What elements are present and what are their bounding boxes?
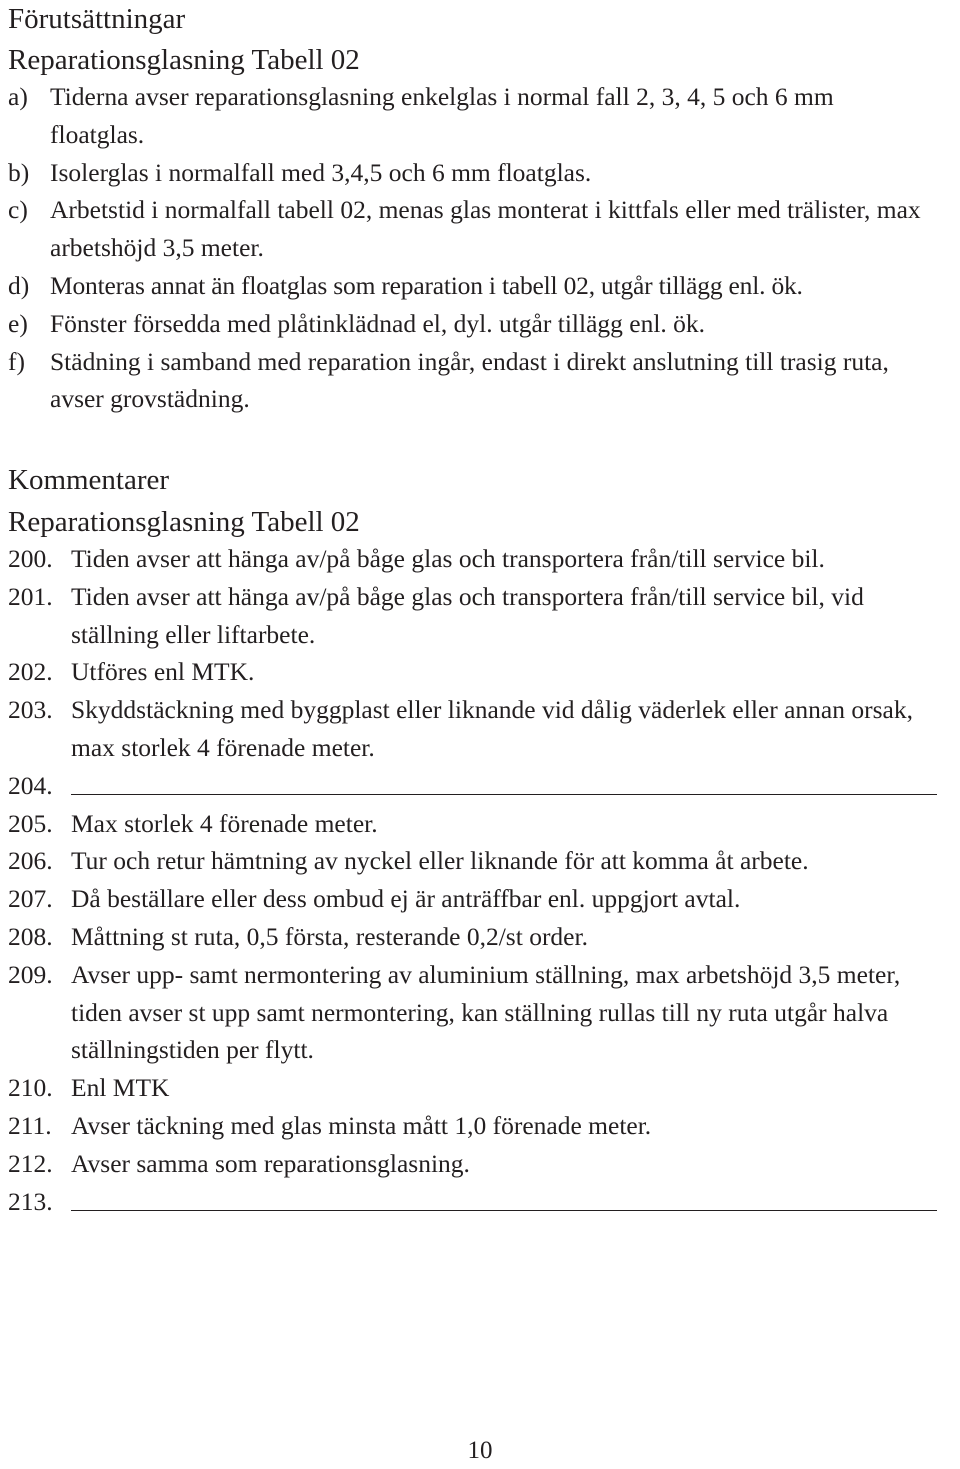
item-text: Monteras annat än floatglas som reparation i tabell 02, utgår tillägg enl. ök. xyxy=(50,270,803,300)
list-item xyxy=(8,767,953,805)
list-item xyxy=(8,842,953,880)
list-item xyxy=(8,1069,953,1107)
item-text: Avser samma som reparationsglasning. xyxy=(71,1148,470,1178)
list-item xyxy=(8,154,953,192)
item-number: 206. xyxy=(8,846,53,876)
list-item xyxy=(8,956,953,1069)
list-item xyxy=(8,918,953,956)
item-number: 205. xyxy=(8,808,53,838)
comments-heading: Kommentarer xyxy=(8,464,170,496)
prerequisites-heading: Förutsättningar xyxy=(8,3,186,35)
item-number: 213. xyxy=(8,1186,53,1216)
item-text: Tiderna avser reparationsglasning enkelglas i normal fall 2, 3, 4, 5 och 6 mm floatglas. xyxy=(50,82,834,149)
prerequisites-subheading: Reparationsglasning Tabell 02 xyxy=(8,44,360,76)
list-item xyxy=(8,540,953,578)
page-number: 10 xyxy=(467,1437,493,1464)
prerequisites-section xyxy=(8,0,953,418)
item-number: 203. xyxy=(8,695,53,725)
list-item xyxy=(8,578,953,654)
list-item xyxy=(8,343,953,419)
list-item xyxy=(8,805,953,843)
list-item xyxy=(8,880,953,918)
item-text: Då beställare eller dess ombud ej är anträffbar enl. uppgjort avtal. xyxy=(71,884,741,914)
list-item xyxy=(8,305,953,343)
list-item xyxy=(8,78,953,154)
list-item xyxy=(8,191,953,267)
list-item xyxy=(8,653,953,691)
list-item xyxy=(8,1183,953,1221)
item-label: d) xyxy=(8,270,30,300)
comments-subheading: Reparationsglasning Tabell 02 xyxy=(8,506,360,538)
item-number: 201. xyxy=(8,581,53,611)
item-number: 208. xyxy=(8,921,53,951)
item-number: 200. xyxy=(8,544,53,573)
list-item xyxy=(8,1107,953,1145)
item-text: Isolerglas i normalfall med 3,4,5 och 6 mm floatglas. xyxy=(50,157,592,187)
item-text: Avser täckning med glas minsta mått 1,0 förenade meter. xyxy=(71,1110,652,1140)
item-text: Tur och retur hämtning av nyckel eller liknande för att komma åt arbete. xyxy=(71,846,809,876)
item-number: 209. xyxy=(8,959,53,989)
item-text: Arbetstid i normalfall tabell 02, menas glas monterat i kittfals eller med trälister, max arbetshöjd 3,5 meter. xyxy=(50,195,921,263)
list-item xyxy=(8,1145,953,1183)
comments-section xyxy=(8,461,953,1220)
prerequisites-list xyxy=(8,78,953,418)
item-label: c) xyxy=(8,195,28,225)
item-text: Städning i samband med reparation ingår, endast i direkt anslutning till trasig ruta, avser grovstädning. xyxy=(50,346,889,414)
item-number: 211. xyxy=(8,1110,52,1140)
list-item xyxy=(8,691,953,767)
blank-fill-line xyxy=(71,1183,953,1221)
item-number: 202. xyxy=(8,657,53,687)
item-label: b) xyxy=(8,157,30,187)
item-text: Enl MTK xyxy=(71,1073,170,1103)
item-text: Tiden avser att hänga av/på båge glas och transportera från/till service bil. xyxy=(71,544,825,573)
blank-line xyxy=(71,767,937,795)
item-text: Skyddstäckning med byggplast eller liknande vid dålig väderlek eller annan orsak, max storlek 4 förenade meter. xyxy=(71,695,913,762)
item-text: Fönster försedda med plåtinklädnad el, dyl. utgår tillägg enl. ök. xyxy=(50,308,706,338)
item-number: 210. xyxy=(8,1073,53,1103)
list-item xyxy=(8,267,953,305)
item-text: Utföres enl MTK. xyxy=(71,657,255,687)
item-text: Tiden avser att hänga av/på båge glas och transportera från/till service bil, vid ställning eller liftarbete. xyxy=(71,581,864,649)
blank-fill-line xyxy=(71,767,953,805)
item-number: 207. xyxy=(8,884,53,914)
item-text: Måttning st ruta, 0,5 första, resterande 0,2/st order. xyxy=(71,921,588,951)
item-label: a) xyxy=(8,82,28,111)
item-label: f) xyxy=(8,346,25,376)
comments-list xyxy=(8,540,953,1220)
item-number: 212. xyxy=(8,1148,53,1178)
item-text: Max storlek 4 förenade meter. xyxy=(71,808,378,838)
blank-line xyxy=(71,1183,937,1211)
item-number: 204. xyxy=(8,770,53,800)
item-text: Avser upp- samt nermontering av aluminium ställning, max arbetshöjd 3,5 meter, tiden avser st upp samt nermontering, kan ställning rullas till ny ruta utgår halva ställningstiden per flytt. xyxy=(71,959,901,1065)
item-label: e) xyxy=(8,308,28,338)
